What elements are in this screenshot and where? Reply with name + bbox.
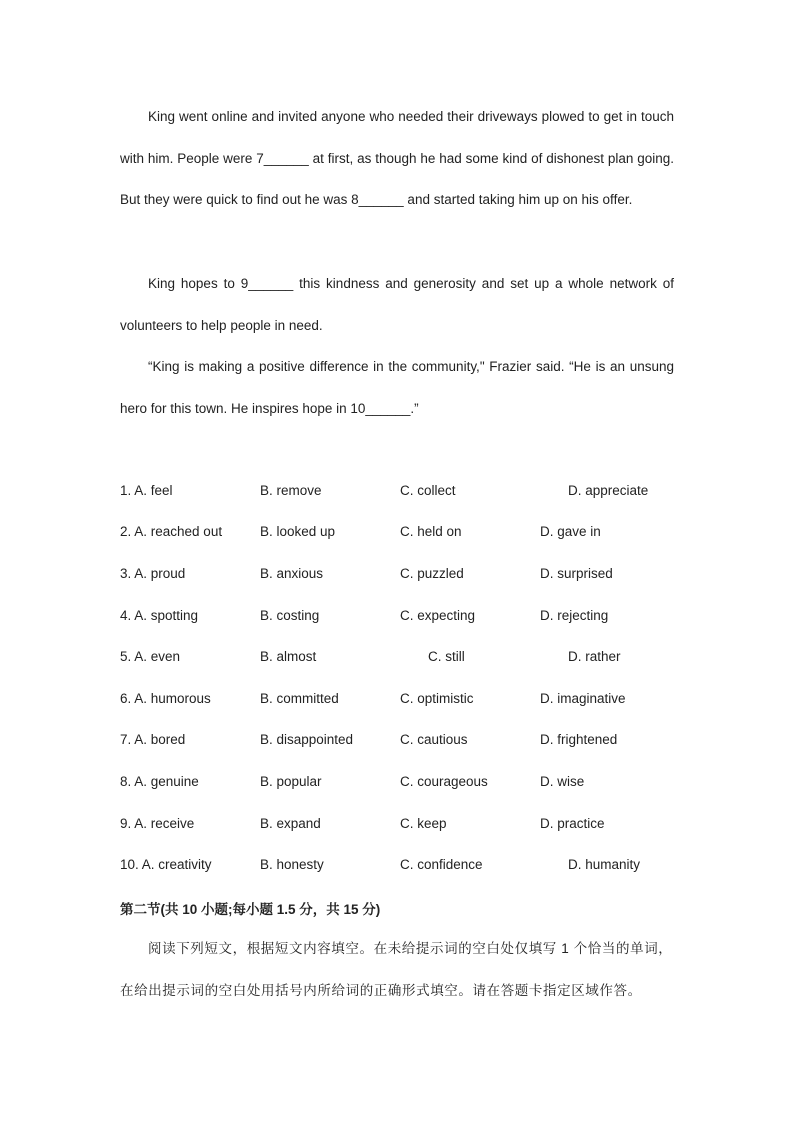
passage-paragraph-1: King went online and invited anyone who needed their driveways plowed to get in touch with him. People were 7______ at first, as though he had some kind of dishonest plan going. But they were quick to find out he was 8______ and started taking him up on his offer. xyxy=(120,109,674,207)
option-c: C. optimistic xyxy=(400,691,474,706)
option-b: B. honesty xyxy=(260,857,324,872)
question-row xyxy=(120,649,680,669)
question-row xyxy=(120,691,680,711)
option-b: B. disappointed xyxy=(260,732,354,747)
option-c: C. confidence xyxy=(400,857,483,872)
option-d: D. appreciate xyxy=(568,483,649,498)
option-d: D. surprised xyxy=(540,566,613,581)
option-c: C. held on xyxy=(400,524,462,539)
option-b: B. popular xyxy=(260,774,322,789)
option-c: C. puzzled xyxy=(400,566,464,581)
section-heading: 第二节(共 10 小题;每小题 1.5 分，共 15 分) xyxy=(120,902,381,917)
option-d: D. wise xyxy=(540,774,585,789)
option-b: B. remove xyxy=(260,483,322,498)
option-a: 5. A. even xyxy=(120,649,181,664)
option-c: C. keep xyxy=(400,816,447,831)
option-c: C. collect xyxy=(400,483,456,498)
question-row xyxy=(120,608,680,628)
option-c: C. courageous xyxy=(400,774,488,789)
option-c: C. expecting xyxy=(400,608,476,623)
option-b: B. costing xyxy=(260,608,320,623)
option-a: 8. A. genuine xyxy=(120,774,199,789)
question-row xyxy=(120,524,680,544)
question-row xyxy=(120,483,680,503)
option-d: D. gave in xyxy=(540,524,601,539)
option-b: B. almost xyxy=(260,649,317,664)
question-row xyxy=(120,857,680,877)
option-a: 3. A. proud xyxy=(120,566,186,581)
option-a: 9. A. receive xyxy=(120,816,195,831)
option-a: 4. A. spotting xyxy=(120,608,199,623)
option-c: C. cautious xyxy=(400,732,468,747)
option-a: 1. A. feel xyxy=(120,483,173,498)
option-b: B. anxious xyxy=(260,566,324,581)
option-d: D. practice xyxy=(540,816,605,831)
option-d: D. rather xyxy=(568,649,621,664)
section-instructions: 阅读下列短文，根据短文内容填空。在未给提示词的空白处仅填写 1 个恰当的单词，在给出提示词的空白处用括号内所给词的正确形式填空。请在答题卡指定区域作答。 xyxy=(120,941,673,998)
question-row xyxy=(120,566,680,586)
option-a: 6. A. humorous xyxy=(120,691,211,706)
option-d: D. humanity xyxy=(568,857,641,872)
option-b: B. committed xyxy=(260,691,339,706)
option-d: D. frightened xyxy=(540,732,618,747)
option-a: 7. A. bored xyxy=(120,732,186,747)
option-d: D. imaginative xyxy=(540,691,626,706)
option-c: C. still xyxy=(428,649,465,664)
passage-paragraph-3: “King is making a positive difference in the community," Frazier said. “He is an unsung hero for this town. He inspires hope in 10______.” xyxy=(120,359,674,416)
option-a: 10. A. creativity xyxy=(120,857,212,872)
question-row xyxy=(120,732,680,752)
question-row xyxy=(120,774,680,794)
option-b: B. looked up xyxy=(260,524,336,539)
question-row xyxy=(120,816,680,836)
option-a: 2. A. reached out xyxy=(120,524,223,539)
option-d: D. rejecting xyxy=(540,608,609,623)
passage-paragraph-2: King hopes to 9______ this kindness and generosity and set up a whole network of volunteers to help people in need. xyxy=(120,276,674,333)
option-b: B. expand xyxy=(260,816,321,831)
